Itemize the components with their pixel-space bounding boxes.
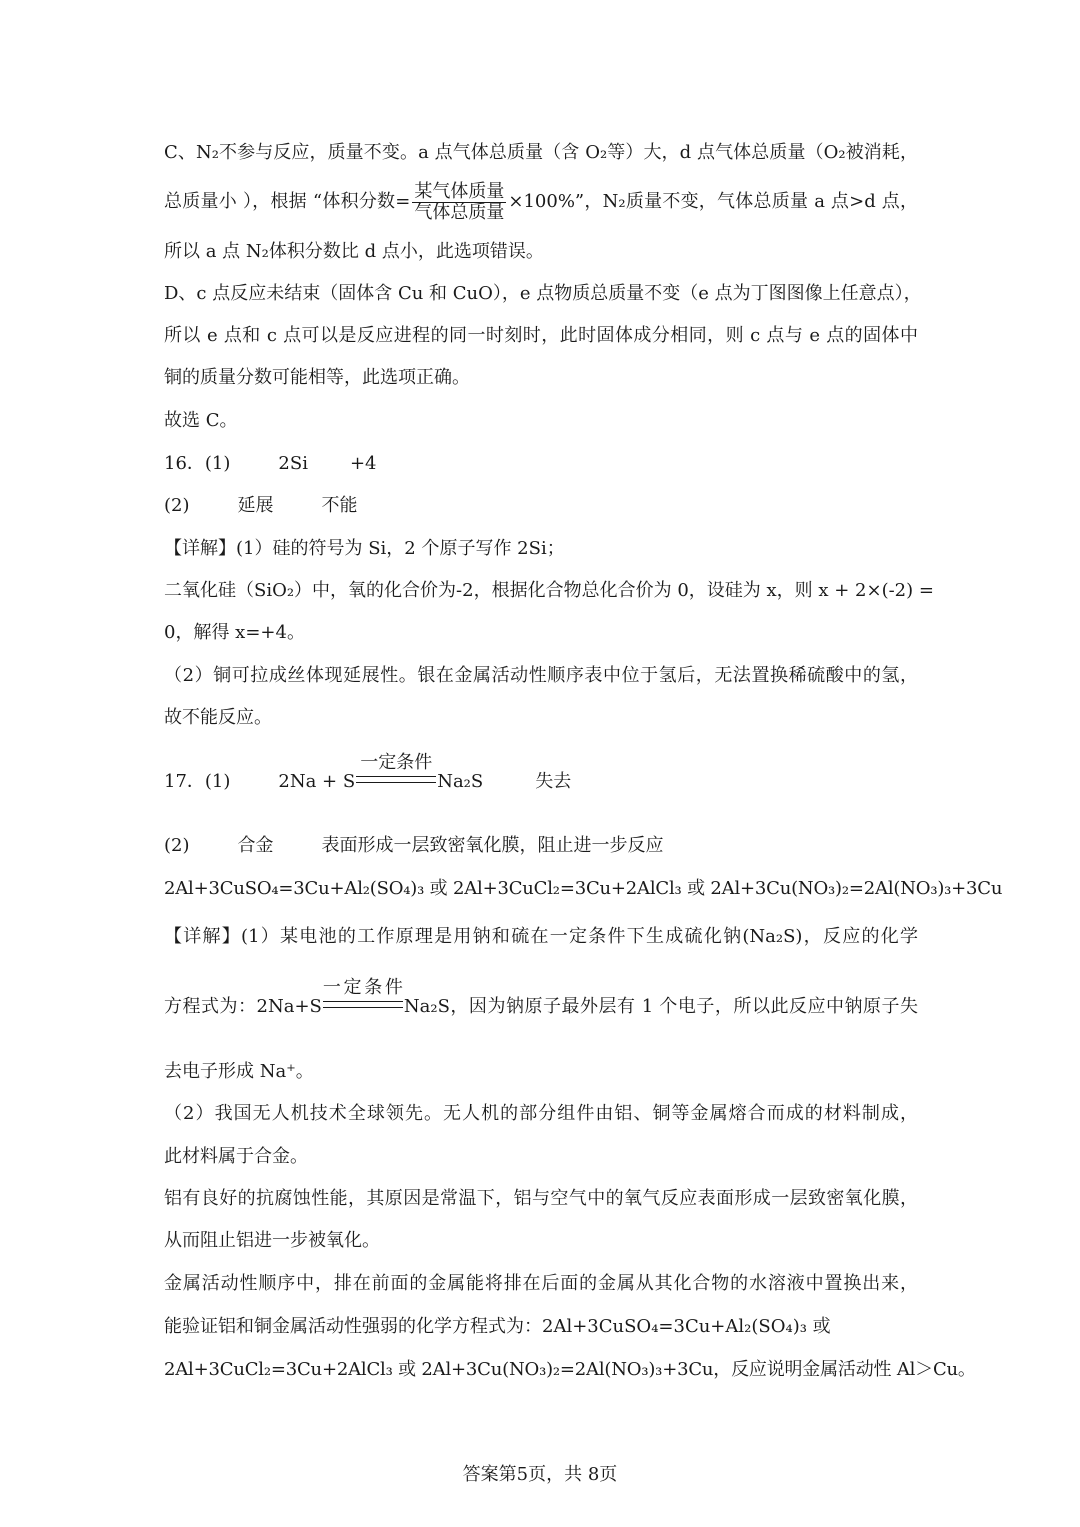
option-d-line-3: 铜的质量分数可能相等，此选项正确。	[164, 367, 470, 388]
double-line-arrow	[323, 1001, 403, 1008]
q17-eq-left: 2Na + S	[278, 771, 356, 792]
q17-explanation-5: 此材料属于合金。	[164, 1146, 308, 1167]
q16-answer-ductility: 延展	[237, 495, 274, 516]
q16-answer-2	[164, 494, 358, 518]
option-c-line-1: C、N₂不参与反应，质量不变。a 点气体总质量（含 O₂等）大，d 点气体总质量（O₂被消耗，	[164, 142, 918, 163]
q16-answer-valence: +4	[349, 453, 377, 474]
double-line-arrow	[356, 776, 436, 783]
fraction-numerator: 某气体质量	[414, 180, 505, 202]
q17-explanation-9: 能验证铝和铜金属活动性强弱的化学方程式为：2Al+3CuSO₄=3Cu+Al₂(SO₄)₃ 或	[164, 1316, 831, 1337]
reaction-condition-arrow	[356, 752, 436, 787]
option-c-line-3: 所以 a 点 N₂体积分数比 d 点小，此选项错误。	[164, 241, 544, 262]
q17-answer-lose: 失去	[535, 771, 572, 792]
q17-explanation-1: 【详解】(1）某电池的工作原理是用钠和硫在一定条件下生成硫化钠(Na₂S)，反应的化学	[164, 926, 918, 947]
option-d-line-2: 所以 e 点和 c 点可以是反应进程的同一时刻时，此时固体成分相同，则 c 点与 e 点的固体中	[164, 325, 918, 346]
q16-answer-1	[164, 452, 377, 476]
reaction-condition-text: 一定条件	[360, 752, 433, 773]
q16-answer-cannot: 不能	[321, 495, 358, 516]
fraction-denominator: 气体总质量	[414, 201, 505, 223]
option-c-line-2-end: ×100%”，N₂质量不变，气体总质量 a 点>d 点，	[508, 191, 918, 212]
q17-answer-1	[164, 752, 572, 794]
reaction-condition-text: 一定条件	[322, 977, 403, 998]
q17-explanation-3: 去电子形成 Na⁺。	[164, 1061, 314, 1082]
q17-eq-right: Na₂S	[437, 771, 484, 792]
option-c-line-2-start: 总质量小 ），根据 “体积分数=	[164, 191, 411, 212]
reaction-condition-arrow	[322, 977, 403, 1012]
q16-explanation-4: （2）铜可拉成丝体现延展性。银在金属活动性顺序表中位于氢后，无法置换稀硫酸中的氢，	[164, 665, 918, 686]
q17-answer-equation: 2Al+3CuSO₄=3Cu+Al₂(SO₄)₃ 或 2Al+3CuCl₂=3Cu+2AlCl₃ 或 2Al+3Cu(NO₃)₂=2Al(NO₃)₃+3Cu	[164, 878, 1003, 899]
q17-explanation-10: 2Al+3CuCl₂=3Cu+2AlCl₃ 或 2Al+3Cu(NO₃)₂=2Al(NO₃)₃+3Cu，反应说明金属活动性 Al＞Cu。	[164, 1359, 976, 1380]
q17-answer-2	[164, 834, 664, 858]
q16-explanation-1: 【详解】(1）硅的符号为 Si，2 个原子写作 2Si；	[164, 538, 565, 559]
q17-explanation-6: 铝有良好的抗腐蚀性能，其原因是常温下，铝与空气中的氧气反应表面形成一层致密氧化膜，	[164, 1188, 918, 1209]
q16-explanation-5: 故不能反应。	[164, 707, 272, 728]
q17-explanation-8: 金属活动性顺序中，排在前面的金属能将排在后面的金属从其化合物的水溶液中置换出来，	[164, 1273, 918, 1294]
q17-explanation-2-end: Na₂S，因为钠原子最外层有 1 个电子，所以此反应中钠原子失	[403, 996, 918, 1017]
q17-answer-alloy: 合金	[237, 835, 274, 856]
q17-explanation-2-start: 方程式为：2Na+S	[164, 996, 322, 1017]
option-d-line-1: D、c 点反应未结束（固体含 Cu 和 CuO），e 点物质总质量不变（e 点为丁图图像上任意点），	[164, 283, 922, 304]
q16-explanation-2: 二氧化硅（SiO₂）中，氧的化合价为-2，根据化合物总化合价为 0，设硅为 x，则 x + 2×(-2) =	[164, 580, 934, 601]
q17-explanation-4: （2）我国无人机技术全球领先。无人机的部分组件由铝、铜等金属熔合而成的材料制成，	[164, 1103, 918, 1124]
page-footer: 答案第5页，共 8页	[462, 1464, 618, 1485]
q17-explanation-2	[164, 977, 918, 1019]
q17-answer-film: 表面形成一层致密氧化膜，阻止进一步反应	[321, 835, 664, 856]
q16-sub-number: (2)	[164, 495, 190, 516]
q17-explanation-7: 从而阻止铝进一步被氧化。	[164, 1230, 380, 1251]
q17-sub-number: (2)	[164, 835, 190, 856]
q16-explanation-3: 0，解得 x=+4。	[164, 622, 305, 643]
q16-number: 16．(1)	[164, 453, 231, 474]
q17-number: 17．(1)	[164, 771, 231, 792]
choice-line: 故选 C。	[164, 410, 238, 431]
option-c-line-2	[164, 180, 918, 224]
volume-fraction-formula	[412, 182, 506, 223]
q16-answer-2si: 2Si	[278, 453, 308, 474]
